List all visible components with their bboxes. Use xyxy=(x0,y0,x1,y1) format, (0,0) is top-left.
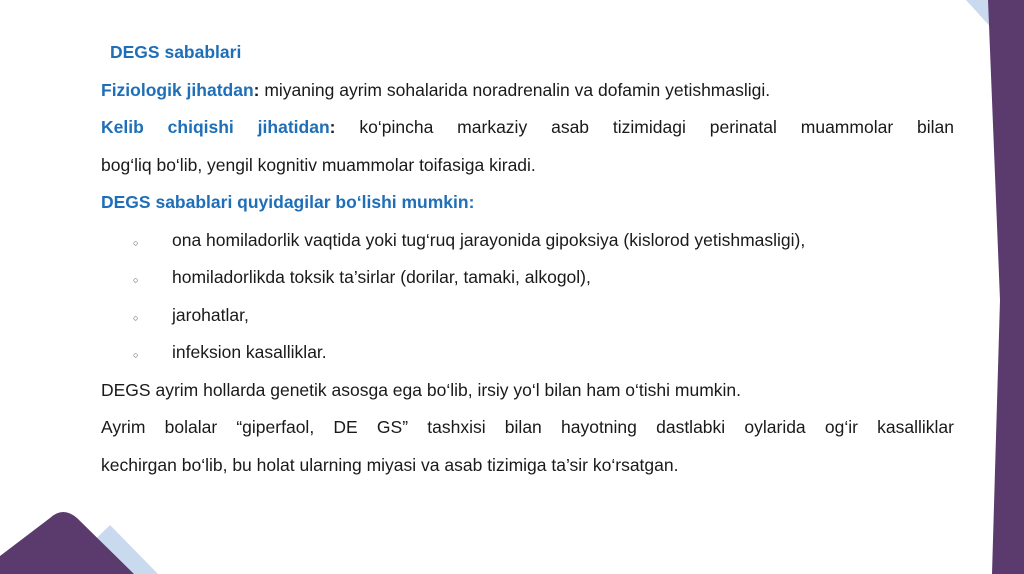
list-item xyxy=(101,259,954,297)
slide-heading: DEGS sabablari xyxy=(110,42,242,62)
bullet-circle-icon: ○ xyxy=(133,350,139,360)
paragraph-origin xyxy=(101,109,954,184)
slide-content xyxy=(101,34,954,484)
list-item-text: ona homiladorlik vaqtida yoki tug‘ruq jarayonida gipoksiya (kislorod yetishmasligi), xyxy=(172,229,806,250)
physiological-text: miyaning ayrim sohalarida noradrenalin va dofamin yetishmasligi. xyxy=(259,79,771,100)
corner-stripe-light xyxy=(966,0,1024,64)
origin-line-1 xyxy=(101,109,954,147)
bullet-circle-icon: ○ xyxy=(133,275,139,285)
paragraph-genetic: DEGS ayrim hollarda genetik asosga ega bo‘lib, irsiy yo‘l bilan ham o‘tishi mumkin. xyxy=(101,379,742,400)
list-item xyxy=(101,222,954,260)
paragraph-physiological xyxy=(101,72,954,110)
list-item xyxy=(101,334,954,372)
list-heading: DEGS sabablari quyidagilar bo‘lishi mumkin: xyxy=(101,192,475,212)
corner-shape-light xyxy=(60,525,158,574)
origin-text-1: ko‘pincha markaziy asab tizimidagi perinatal muammolar bilan xyxy=(335,117,955,137)
hyperactive-line-2: kechirgan bo‘lib, bu holat ularning miyasi va asab tizimiga ta’sir ko‘rsatgan. xyxy=(101,454,679,475)
corner-stripe-dark xyxy=(988,0,1024,574)
origin-label: Kelib chiqishi jihatidan xyxy=(101,117,330,137)
list-item-text: homiladorlikda toksik ta’sirlar (dorilar, tamaki, alkogol), xyxy=(172,267,591,287)
physiological-colon: : xyxy=(253,79,260,100)
paragraph-hyperactive xyxy=(101,409,954,484)
causes-list xyxy=(101,222,954,372)
origin-line-2: bog‘liq bo‘lib, yengil kognitiv muammolar toifasiga kiradi. xyxy=(101,154,536,175)
list-item-text: jarohatlar, xyxy=(172,304,249,325)
list-item xyxy=(101,297,954,335)
origin-colon: : xyxy=(329,117,336,137)
physiological-label: Fiziologik jihatdan xyxy=(101,79,254,100)
bullet-circle-icon: ○ xyxy=(133,237,139,248)
list-item-text: infeksion kasalliklar. xyxy=(172,342,327,362)
hyperactive-line-1: Ayrim bolalar “giperfaol, DE GS” tashxisi bilan hayotning dastlabki oylarida og‘ir kasalliklar xyxy=(101,417,954,437)
bullet-circle-icon: ○ xyxy=(133,312,139,323)
corner-shape-dark xyxy=(0,512,134,574)
